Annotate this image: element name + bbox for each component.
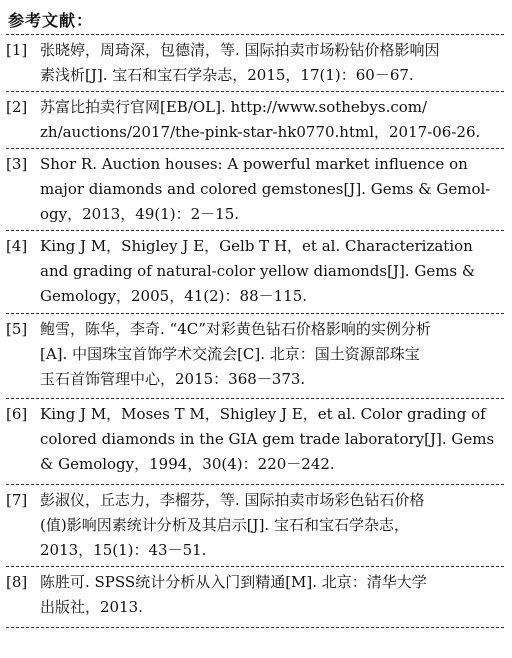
reference-text: 彭淑仪，丘志力，李榴芬，等. 国际拍卖市场彩色钻石价格 — [40, 491, 425, 509]
reference-entry-3 — [6, 152, 504, 227]
reference-text: 2013，15(1)：43－51. — [40, 541, 207, 559]
reference-number: [2] — [6, 98, 28, 116]
reference-text: zh/auctions/2017/the-pink-star-hk0770.html，2017-06-26. — [40, 123, 481, 141]
reference-entry-4 — [6, 234, 504, 309]
reference-text: & Gemology，1994，30(4)：220－242. — [40, 455, 335, 473]
reference-text: and grading of natural-color yellow diamonds[J]. Gems & — [40, 262, 476, 280]
reference-text: 陈胜可. SPSS统计分析从入门到精通[M]. 北京：清华大学 — [40, 573, 427, 591]
divider — [6, 34, 504, 35]
divider — [6, 484, 504, 485]
divider — [6, 230, 504, 231]
reference-text: ogy，2013，49(1)：2－15. — [40, 205, 240, 223]
reference-text: Shor R. Auction houses: A powerful market influence on — [40, 155, 468, 173]
reference-text: major diamonds and colored gemstones[J]. Gems & Gemol- — [40, 180, 491, 198]
divider — [6, 398, 504, 399]
reference-text: (值)影响因素统计分析及其启示[J]. 宝石和宝石学杂志， — [40, 516, 409, 534]
reference-number: [4] — [6, 237, 28, 255]
reference-text: [A]. 中国珠宝首饰学术交流会[C]. 北京：国土资源部珠宝 — [40, 345, 420, 363]
reference-number: [1] — [6, 41, 28, 59]
divider — [6, 627, 504, 628]
reference-number: [8] — [6, 573, 28, 591]
reference-number: [6] — [6, 405, 28, 423]
references-heading: 参考文献： — [8, 11, 94, 30]
reference-text: 鲍雪，陈华，李奇. “4C”对彩黄色钻石价格影响的实例分析 — [40, 320, 431, 338]
reference-text: Gemology，2005，41(2)：88－115. — [40, 287, 308, 305]
reference-number: [3] — [6, 155, 28, 173]
reference-text: 张晓婷，周琦深，包德清，等. 国际拍卖市场粉钻价格影响因 — [40, 41, 440, 59]
divider — [6, 313, 504, 314]
reference-text: 出版社，2013. — [40, 598, 143, 616]
reference-entry-2 — [6, 95, 504, 145]
reference-entry-8 — [6, 570, 504, 620]
divider — [6, 566, 504, 567]
divider — [6, 148, 504, 149]
reference-entry-1 — [6, 38, 504, 88]
reference-entry-5 — [6, 317, 504, 392]
reference-text: colored diamonds in the GIA gem trade laboratory[J]. Gems — [40, 430, 495, 448]
reference-number: [5] — [6, 320, 28, 338]
reference-entry-7 — [6, 488, 504, 563]
reference-text: 素浅析[J]. 宝石和宝石学杂志，2015，17(1)：60－67. — [40, 66, 414, 84]
reference-entry-6 — [6, 402, 504, 477]
reference-text: 苏富比拍卖行官网[EB/OL]. http://www.sothebys.com/ — [40, 98, 428, 116]
divider — [6, 91, 504, 92]
reference-text: King J M，Shigley J E，Gelb T H，et al. Characterization — [40, 237, 473, 255]
reference-text: 玉石首饰管理中心，2015：368－373. — [40, 370, 306, 388]
reference-number: [7] — [6, 491, 28, 509]
reference-text: King J M，Moses T M，Shigley J E，et al. Color grading of — [40, 405, 486, 423]
